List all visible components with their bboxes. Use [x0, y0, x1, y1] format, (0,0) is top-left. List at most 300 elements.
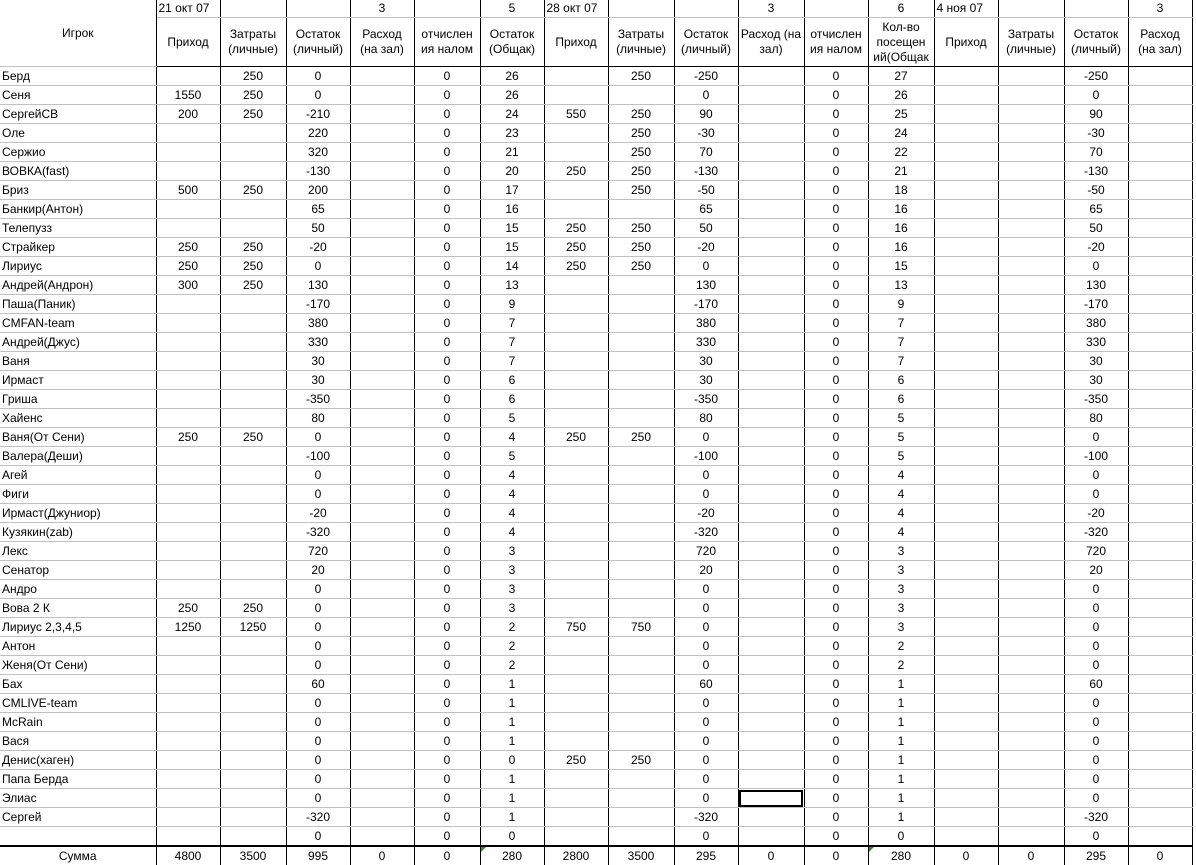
value-cell[interactable] [1128, 200, 1192, 219]
value-cell[interactable]: 1250 [220, 618, 286, 637]
value-cell[interactable]: 0 [674, 751, 738, 770]
value-cell[interactable] [934, 770, 998, 789]
column-header[interactable]: Затраты (личные) [608, 18, 674, 67]
value-cell[interactable]: 7 [868, 333, 934, 352]
value-cell[interactable] [998, 257, 1064, 276]
value-cell[interactable] [220, 219, 286, 238]
value-cell[interactable]: 0 [1064, 827, 1128, 847]
value-cell[interactable] [220, 694, 286, 713]
value-cell[interactable]: 2 [868, 637, 934, 656]
column-header[interactable]: Остаток (личный) [674, 18, 738, 67]
player-name-cell[interactable]: Андрей(Джус) [0, 333, 156, 352]
column-header[interactable]: Приход [156, 18, 220, 67]
value-cell[interactable]: 0 [804, 257, 868, 276]
value-cell[interactable]: 0 [804, 390, 868, 409]
value-cell[interactable] [998, 523, 1064, 542]
value-cell[interactable]: 26 [868, 86, 934, 105]
value-cell[interactable] [544, 694, 608, 713]
value-cell[interactable] [156, 675, 220, 694]
value-cell[interactable]: 0 [414, 295, 480, 314]
value-cell[interactable]: -210 [286, 105, 350, 124]
value-cell[interactable]: 1 [868, 789, 934, 808]
value-cell[interactable] [350, 656, 414, 675]
value-cell[interactable]: 0 [868, 827, 934, 847]
value-cell[interactable]: 280 [480, 846, 544, 865]
value-cell[interactable]: 14 [480, 257, 544, 276]
value-cell[interactable]: 0 [1128, 846, 1192, 865]
value-cell[interactable]: 0 [804, 694, 868, 713]
value-cell[interactable] [934, 561, 998, 580]
value-cell[interactable]: 65 [674, 200, 738, 219]
value-cell[interactable]: 250 [544, 219, 608, 238]
value-cell[interactable]: -50 [674, 181, 738, 200]
value-cell[interactable]: 300 [156, 276, 220, 295]
value-cell[interactable]: 250 [220, 105, 286, 124]
value-cell[interactable] [608, 561, 674, 580]
value-cell[interactable] [1128, 162, 1192, 181]
value-cell[interactable] [934, 390, 998, 409]
player-name-cell[interactable]: Лириус [0, 257, 156, 276]
value-cell[interactable]: -20 [674, 504, 738, 523]
value-cell[interactable]: 0 [804, 219, 868, 238]
value-cell[interactable]: 0 [804, 352, 868, 371]
value-cell[interactable]: 3 [868, 580, 934, 599]
value-cell[interactable] [350, 238, 414, 257]
value-cell[interactable]: 0 [414, 485, 480, 504]
player-name-cell[interactable]: Кузякин(zab) [0, 523, 156, 542]
value-cell[interactable]: 1 [868, 732, 934, 751]
value-cell[interactable] [350, 504, 414, 523]
value-cell[interactable] [738, 333, 804, 352]
value-cell[interactable]: 0 [1064, 751, 1128, 770]
value-cell[interactable] [934, 523, 998, 542]
value-cell[interactable]: -130 [674, 162, 738, 181]
value-cell[interactable] [1128, 523, 1192, 542]
value-cell[interactable]: 7 [480, 352, 544, 371]
value-cell[interactable]: 0 [414, 808, 480, 827]
value-cell[interactable] [934, 466, 998, 485]
value-cell[interactable] [156, 409, 220, 428]
player-name-cell[interactable]: McRain [0, 713, 156, 732]
player-name-cell[interactable]: Вася [0, 732, 156, 751]
player-name-cell[interactable]: Андро [0, 580, 156, 599]
value-cell[interactable] [1128, 390, 1192, 409]
value-cell[interactable]: 4 [480, 428, 544, 447]
value-cell[interactable] [998, 485, 1064, 504]
value-cell[interactable] [934, 352, 998, 371]
value-cell[interactable] [156, 371, 220, 390]
value-cell[interactable] [156, 770, 220, 789]
value-cell[interactable]: 0 [674, 694, 738, 713]
column-header[interactable]: отчислен ия налом [804, 18, 868, 67]
value-cell[interactable] [1128, 276, 1192, 295]
value-cell[interactable] [608, 485, 674, 504]
value-cell[interactable]: 6 [480, 390, 544, 409]
value-cell[interactable] [350, 770, 414, 789]
value-cell[interactable] [220, 333, 286, 352]
value-cell[interactable] [156, 485, 220, 504]
value-cell[interactable]: 0 [286, 67, 350, 86]
column-header[interactable]: Остаток (личный) [286, 18, 350, 67]
value-cell[interactable] [156, 694, 220, 713]
value-cell[interactable]: 0 [1064, 428, 1128, 447]
value-cell[interactable] [608, 86, 674, 105]
value-cell[interactable] [544, 143, 608, 162]
value-cell[interactable] [738, 466, 804, 485]
value-cell[interactable] [998, 580, 1064, 599]
value-cell[interactable]: 0 [804, 637, 868, 656]
value-cell[interactable] [350, 352, 414, 371]
value-cell[interactable] [738, 390, 804, 409]
value-cell[interactable]: 250 [544, 428, 608, 447]
column-header[interactable]: Остаток (личный) [1064, 18, 1128, 67]
value-cell[interactable] [220, 789, 286, 808]
value-cell[interactable]: -250 [1064, 67, 1128, 86]
player-name-cell[interactable]: Андрей(Андрон) [0, 276, 156, 295]
value-cell[interactable] [608, 656, 674, 675]
value-cell[interactable]: 130 [674, 276, 738, 295]
value-cell[interactable] [934, 732, 998, 751]
value-cell[interactable]: 0 [414, 447, 480, 466]
value-cell[interactable]: 0 [414, 333, 480, 352]
value-cell[interactable] [738, 580, 804, 599]
value-cell[interactable]: 0 [414, 789, 480, 808]
value-cell[interactable] [220, 371, 286, 390]
value-cell[interactable]: 0 [286, 751, 350, 770]
value-cell[interactable]: 90 [1064, 105, 1128, 124]
value-cell[interactable] [608, 637, 674, 656]
value-cell[interactable]: 0 [286, 86, 350, 105]
value-cell[interactable]: 20 [1064, 561, 1128, 580]
value-cell[interactable]: 1 [480, 732, 544, 751]
value-cell[interactable]: 15 [868, 257, 934, 276]
value-cell[interactable]: 5 [868, 447, 934, 466]
value-cell[interactable] [934, 181, 998, 200]
value-cell[interactable] [998, 827, 1064, 847]
value-cell[interactable]: 3 [868, 542, 934, 561]
value-cell[interactable] [544, 276, 608, 295]
value-cell[interactable]: 80 [674, 409, 738, 428]
value-cell[interactable]: 0 [1064, 599, 1128, 618]
value-cell[interactable]: 13 [480, 276, 544, 295]
value-cell[interactable]: 22 [868, 143, 934, 162]
value-cell[interactable] [350, 485, 414, 504]
value-cell[interactable]: 0 [414, 561, 480, 580]
value-cell[interactable] [350, 257, 414, 276]
value-cell[interactable] [934, 485, 998, 504]
value-cell[interactable]: 4 [480, 485, 544, 504]
value-cell[interactable] [608, 371, 674, 390]
cell[interactable] [220, 0, 286, 18]
value-cell[interactable]: 0 [286, 732, 350, 751]
value-cell[interactable] [1128, 314, 1192, 333]
value-cell[interactable]: 0 [674, 466, 738, 485]
value-cell[interactable] [1128, 181, 1192, 200]
value-cell[interactable] [220, 352, 286, 371]
value-cell[interactable]: 380 [674, 314, 738, 333]
value-cell[interactable]: 0 [414, 143, 480, 162]
value-cell[interactable]: 0 [414, 694, 480, 713]
value-cell[interactable] [1128, 466, 1192, 485]
value-cell[interactable]: 3 [480, 542, 544, 561]
value-cell[interactable]: 7 [480, 333, 544, 352]
value-cell[interactable]: 0 [286, 713, 350, 732]
value-cell[interactable] [998, 637, 1064, 656]
value-cell[interactable]: -250 [674, 67, 738, 86]
value-cell[interactable] [738, 542, 804, 561]
player-name-cell[interactable]: Телепузз [0, 219, 156, 238]
value-cell[interactable] [544, 656, 608, 675]
value-cell[interactable] [220, 713, 286, 732]
block1-date-cell[interactable]: 21 окт 07 [156, 0, 220, 18]
value-cell[interactable]: 1 [480, 713, 544, 732]
value-cell[interactable] [220, 561, 286, 580]
value-cell[interactable]: 0 [414, 371, 480, 390]
value-cell[interactable]: 0 [1064, 485, 1128, 504]
value-cell[interactable]: 0 [1064, 86, 1128, 105]
value-cell[interactable] [608, 504, 674, 523]
value-cell[interactable] [156, 561, 220, 580]
player-name-cell[interactable]: ВОВКА(fast) [0, 162, 156, 181]
value-cell[interactable]: 6 [868, 371, 934, 390]
value-cell[interactable] [220, 675, 286, 694]
value-cell[interactable]: 0 [804, 523, 868, 542]
value-cell[interactable] [544, 542, 608, 561]
value-cell[interactable] [738, 485, 804, 504]
value-cell[interactable] [350, 276, 414, 295]
value-cell[interactable] [934, 580, 998, 599]
value-cell[interactable] [1128, 257, 1192, 276]
player-name-cell[interactable]: Фиги [0, 485, 156, 504]
value-cell[interactable] [998, 770, 1064, 789]
value-cell[interactable]: 5 [480, 447, 544, 466]
value-cell[interactable]: 2 [480, 637, 544, 656]
value-cell[interactable] [934, 276, 998, 295]
value-cell[interactable]: 280 [868, 846, 934, 865]
value-cell[interactable] [738, 732, 804, 751]
value-cell[interactable]: -130 [286, 162, 350, 181]
value-cell[interactable] [934, 637, 998, 656]
value-cell[interactable] [998, 352, 1064, 371]
value-cell[interactable]: 0 [804, 67, 868, 86]
value-cell[interactable] [738, 295, 804, 314]
value-cell[interactable]: 250 [608, 257, 674, 276]
value-cell[interactable]: 9 [868, 295, 934, 314]
value-cell[interactable]: 295 [674, 846, 738, 865]
value-cell[interactable] [998, 333, 1064, 352]
value-cell[interactable] [608, 789, 674, 808]
value-cell[interactable] [934, 675, 998, 694]
value-cell[interactable] [350, 466, 414, 485]
value-cell[interactable]: 70 [674, 143, 738, 162]
value-cell[interactable] [1128, 219, 1192, 238]
player-name-cell[interactable]: Ирмаст [0, 371, 156, 390]
value-cell[interactable] [998, 409, 1064, 428]
value-cell[interactable] [220, 827, 286, 847]
value-cell[interactable] [350, 295, 414, 314]
value-cell[interactable]: -320 [674, 523, 738, 542]
value-cell[interactable]: 0 [414, 257, 480, 276]
value-cell[interactable] [738, 428, 804, 447]
value-cell[interactable]: 0 [674, 618, 738, 637]
value-cell[interactable]: 0 [1064, 656, 1128, 675]
value-cell[interactable] [156, 656, 220, 675]
value-cell[interactable]: -20 [1064, 504, 1128, 523]
value-cell[interactable] [998, 751, 1064, 770]
block2-visits-count[interactable]: 6 [868, 0, 934, 18]
value-cell[interactable]: 0 [804, 86, 868, 105]
value-cell[interactable]: 130 [286, 276, 350, 295]
value-cell[interactable]: 330 [1064, 333, 1128, 352]
value-cell[interactable] [998, 200, 1064, 219]
value-cell[interactable] [350, 523, 414, 542]
value-cell[interactable]: 30 [674, 352, 738, 371]
value-cell[interactable]: 250 [608, 751, 674, 770]
value-cell[interactable]: 80 [286, 409, 350, 428]
value-cell[interactable] [350, 732, 414, 751]
value-cell[interactable] [998, 542, 1064, 561]
value-cell[interactable] [998, 162, 1064, 181]
value-cell[interactable] [220, 390, 286, 409]
value-cell[interactable]: 5 [480, 409, 544, 428]
value-cell[interactable]: 0 [1064, 694, 1128, 713]
value-cell[interactable] [544, 371, 608, 390]
value-cell[interactable]: -320 [1064, 808, 1128, 827]
value-cell[interactable]: 0 [998, 846, 1064, 865]
column-header[interactable]: отчислен ия налом [414, 18, 480, 67]
value-cell[interactable]: 250 [544, 257, 608, 276]
value-cell[interactable]: 23 [480, 124, 544, 143]
value-cell[interactable] [738, 409, 804, 428]
value-cell[interactable]: 16 [480, 200, 544, 219]
value-cell[interactable] [350, 371, 414, 390]
value-cell[interactable]: 250 [608, 219, 674, 238]
value-cell[interactable]: 250 [544, 751, 608, 770]
value-cell[interactable] [544, 333, 608, 352]
value-cell[interactable]: 0 [414, 105, 480, 124]
block2-date-cell[interactable]: 28 окт 07 [544, 0, 608, 18]
value-cell[interactable] [350, 618, 414, 637]
value-cell[interactable]: 0 [480, 751, 544, 770]
value-cell[interactable]: 5 [868, 428, 934, 447]
player-name-cell[interactable]: СергейСВ [0, 105, 156, 124]
value-cell[interactable]: 0 [414, 846, 480, 865]
value-cell[interactable] [350, 314, 414, 333]
value-cell[interactable]: 250 [220, 276, 286, 295]
value-cell[interactable]: 20 [286, 561, 350, 580]
value-cell[interactable]: 0 [286, 428, 350, 447]
value-cell[interactable]: 0 [674, 827, 738, 847]
value-cell[interactable]: -350 [674, 390, 738, 409]
value-cell[interactable] [156, 504, 220, 523]
player-name-cell[interactable]: Хайенс [0, 409, 156, 428]
value-cell[interactable] [934, 409, 998, 428]
value-cell[interactable]: -20 [286, 238, 350, 257]
value-cell[interactable] [220, 656, 286, 675]
column-header[interactable]: Остаток (Общак) [480, 18, 544, 67]
value-cell[interactable]: 3 [480, 599, 544, 618]
value-cell[interactable]: 0 [414, 542, 480, 561]
value-cell[interactable]: 24 [480, 105, 544, 124]
value-cell[interactable] [934, 86, 998, 105]
value-cell[interactable] [934, 656, 998, 675]
value-cell[interactable]: 2 [868, 656, 934, 675]
value-cell[interactable] [544, 789, 608, 808]
value-cell[interactable] [156, 143, 220, 162]
value-cell[interactable]: 0 [414, 409, 480, 428]
value-cell[interactable]: 0 [414, 219, 480, 238]
value-cell[interactable] [738, 352, 804, 371]
value-cell[interactable] [350, 181, 414, 200]
value-cell[interactable] [350, 143, 414, 162]
value-cell[interactable]: -20 [286, 504, 350, 523]
value-cell[interactable]: 0 [1064, 789, 1128, 808]
player-name-cell[interactable]: Сержио [0, 143, 156, 162]
value-cell[interactable] [156, 466, 220, 485]
value-cell[interactable] [738, 504, 804, 523]
player-name-cell[interactable]: Денис(хаген) [0, 751, 156, 770]
value-cell[interactable] [1128, 371, 1192, 390]
value-cell[interactable]: 50 [286, 219, 350, 238]
value-cell[interactable] [934, 238, 998, 257]
value-cell[interactable]: -320 [674, 808, 738, 827]
value-cell[interactable]: 4 [480, 504, 544, 523]
value-cell[interactable]: 0 [804, 485, 868, 504]
value-cell[interactable]: 30 [286, 352, 350, 371]
value-cell[interactable] [544, 295, 608, 314]
value-cell[interactable]: 250 [608, 143, 674, 162]
value-cell[interactable] [1128, 580, 1192, 599]
value-cell[interactable]: 0 [414, 675, 480, 694]
value-cell[interactable]: 0 [286, 257, 350, 276]
value-cell[interactable] [738, 751, 804, 770]
value-cell[interactable] [998, 219, 1064, 238]
value-cell[interactable]: 2 [480, 618, 544, 637]
value-cell[interactable] [1128, 447, 1192, 466]
value-cell[interactable]: 0 [414, 504, 480, 523]
value-cell[interactable] [608, 542, 674, 561]
player-column-header[interactable]: Игрок [0, 0, 156, 67]
value-cell[interactable]: 0 [414, 124, 480, 143]
value-cell[interactable] [738, 105, 804, 124]
value-cell[interactable]: 1 [868, 694, 934, 713]
value-cell[interactable] [1128, 561, 1192, 580]
value-cell[interactable]: 250 [220, 86, 286, 105]
value-cell[interactable]: -350 [286, 390, 350, 409]
value-cell[interactable]: 90 [674, 105, 738, 124]
column-header[interactable]: Расход (на зал) [350, 18, 414, 67]
value-cell[interactable]: 1550 [156, 86, 220, 105]
value-cell[interactable] [1128, 124, 1192, 143]
value-cell[interactable]: 26 [480, 86, 544, 105]
value-cell[interactable] [738, 257, 804, 276]
value-cell[interactable]: 0 [480, 827, 544, 847]
value-cell[interactable] [998, 105, 1064, 124]
value-cell[interactable]: 250 [608, 105, 674, 124]
value-cell[interactable]: 380 [1064, 314, 1128, 333]
value-cell[interactable]: 720 [286, 542, 350, 561]
value-cell[interactable] [738, 637, 804, 656]
value-cell[interactable]: 1 [868, 808, 934, 827]
value-cell[interactable] [608, 333, 674, 352]
value-cell[interactable]: 0 [1064, 580, 1128, 599]
value-cell[interactable]: 0 [674, 599, 738, 618]
value-cell[interactable] [1128, 352, 1192, 371]
value-cell[interactable] [156, 162, 220, 181]
value-cell[interactable]: -170 [1064, 295, 1128, 314]
value-cell[interactable]: 0 [804, 105, 868, 124]
value-cell[interactable] [156, 713, 220, 732]
